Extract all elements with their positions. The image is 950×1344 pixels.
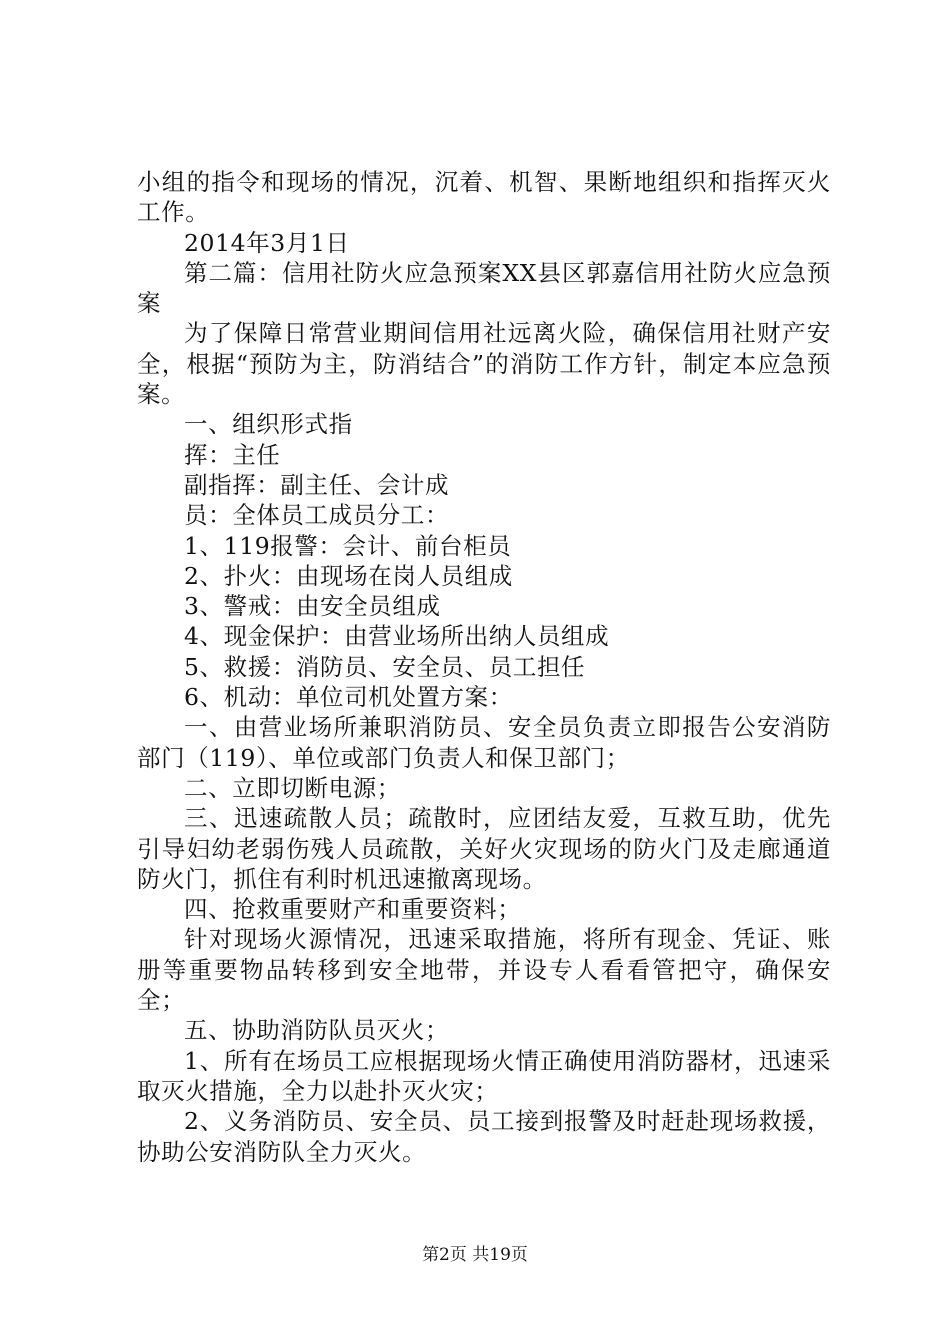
- list-item: 1、119报警：会计、前台柜员: [184, 531, 512, 560]
- section-title: 第二篇：信用社防火应急预案XX县区郭嘉信用社防火应急预案: [137, 258, 831, 318]
- paragraph: 2、义务消防员、安全员、员工接到报警及时赶赴现场救援，协助公安消防队全力灭火。: [137, 1107, 831, 1166]
- list-item: 5、救援：消防员、安全员、员工担任: [184, 652, 586, 681]
- paragraph: 副指挥：副主任、会计成: [184, 470, 450, 499]
- document-date: 2014年3月1日: [184, 228, 350, 257]
- paragraph: 为了保障日常营业期间信用社远离火险，确保信用社财产安全，根据“预防为主，防消结合”的消防工作方针，制定本应急预案。: [137, 319, 831, 409]
- list-item: 4、现金保护：由营业场所出纳人员组成: [184, 622, 610, 651]
- paragraph: 五、协助消防队员灭火；: [184, 1016, 450, 1045]
- paragraph: 员：全体员工成员分工：: [184, 501, 450, 530]
- document-body: [137, 167, 831, 1167]
- paragraph: 一、组织形式指: [184, 410, 353, 439]
- paragraph: 三、迅速疏散人员；疏散时，应团结友爱，互救互助，优先引导妇幼老弱伤残人员疏散，关好火灾现场的防火门及走廊通道防火门，抓住有利时机迅速撤离现场。: [137, 804, 831, 893]
- list-item: 2、扑火：由现场在岗人员组成: [184, 561, 513, 590]
- page-footer: [0, 1244, 950, 1266]
- list-item: 6、机动：单位司机处置方案：: [184, 683, 513, 712]
- paragraph: 挥：主任: [184, 440, 281, 469]
- paragraph: 二、立即切断电源；: [184, 773, 401, 802]
- paragraph: 1、所有在场员工应根据现场火情正确使用消防器材，迅速采取灭火措施，全力以赴扑灭火灾；: [137, 1046, 831, 1105]
- paragraph: 针对现场火源情况，迅速采取措施，将所有现金、凭证、账册等重要物品转移到安全地带，并设专人看看管把守，确保安全；: [137, 925, 831, 1015]
- paragraph: 小组的指令和现场的情况，沉着、机智、果断地组织和指挥灭火工作。: [137, 168, 831, 227]
- list-item: 3、警戒：由安全员组成: [184, 592, 441, 621]
- page-number: 第2页 共19页: [422, 1245, 528, 1265]
- paragraph: 四、抢救重要财产和重要资料；: [184, 895, 522, 924]
- paragraph: 一、由营业场所兼职消防员、安全员负责立即报告公安消防部门（119）、单位或部门负责人和保卫部门；: [137, 713, 831, 772]
